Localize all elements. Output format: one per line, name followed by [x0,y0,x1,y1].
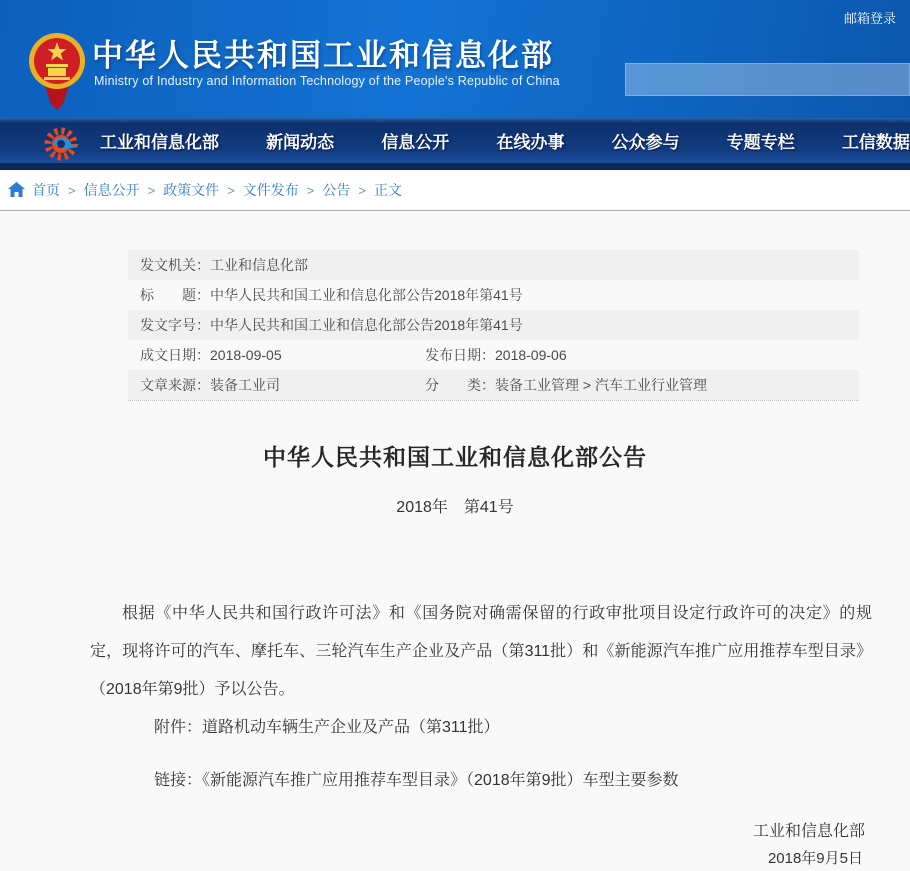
related-link[interactable]: 《新能源汽车推广应用推荐车型目录》（2018年第9批）车型主要参数 [202,772,679,789]
meta-value: 中华人民共和国工业和信息化部公告2018年第41号 [210,317,523,333]
nav-item-industry-data[interactable]: 工信数据 [841,133,910,152]
meta-value: 中华人民共和国工业和信息化部公告2018年第41号 [210,287,523,303]
meta-label: 文章来源： [140,377,210,393]
meta-label: 发文字号： [140,317,210,333]
home-icon[interactable] [8,182,25,197]
breadcrumb-announcements[interactable]: 公告 [322,182,351,198]
nav-item-special-topics[interactable]: 专题专栏 [726,133,795,152]
attachment-line [154,714,500,737]
breadcrumb-info-disclosure[interactable]: 信息公开 [83,182,140,198]
meta-cell-category [425,370,707,400]
mail-login-link[interactable]: 邮箱登录 [843,11,896,26]
breadcrumb-current-article[interactable]: 正文 [373,182,402,198]
signature-agency: 工业和信息化部 [752,823,865,840]
meta-row-document-number [128,310,859,340]
national-emblem-icon [27,28,87,110]
meta-value: 装备工业司 [210,377,280,393]
link-label: 链接： [154,772,203,789]
meta-row-title [128,280,859,310]
meta-label: 分 类： [425,377,495,393]
miit-gear-logo-icon [42,124,82,164]
article-content-area [0,211,910,871]
site-subtitle-en: Ministry of Industry and Information Technology of the People's Republic of China [94,74,560,88]
signature-date: 2018年9月5日 [767,850,863,867]
breadcrumb-separator: > [227,182,235,198]
article-title: 中华人民共和国工业和信息化部公告 [263,444,647,470]
nav-bottom-strip [0,163,910,170]
main-nav [0,118,910,170]
breadcrumb-separator: > [358,182,366,198]
nav-item-online-services[interactable]: 在线办事 [496,133,565,152]
attachment-label: 附件： [154,719,203,736]
breadcrumb-home[interactable]: 首页 [32,182,60,198]
nav-items [100,118,910,163]
meta-label: 发文机关： [140,257,210,273]
attachment-link[interactable]: 道路机动车辆生产企业及产品（第311批） [202,719,500,736]
article-body-paragraph: 根据《中华人民共和国行政许可法》和《国务院对确需保留的行政审批项目设定行政许可的决定》的规定，现将许可的汽车、摩托车、三轮汽车生产企业及产品（第311批）和《新能源汽车推广应用推荐车型目录》（2018年第9批）予以公告。 [90,605,872,698]
meta-label: 成文日期： [140,347,210,363]
breadcrumb [0,170,910,211]
meta-value: 装备工业管理 > 汽车工业行业管理 [495,377,707,393]
meta-row-issuing-agency [128,250,859,280]
breadcrumb-policy-documents[interactable]: 政策文件 [163,182,220,198]
link-line [154,767,679,790]
article-issue-number: 2018年 第41号 [396,499,514,516]
meta-value: 2018-09-05 [210,347,282,363]
site-title: 中华人民共和国工业和信息化部 [92,38,554,73]
breadcrumb-separator: > [68,182,76,198]
breadcrumb-document-release[interactable]: 文件发布 [242,182,299,198]
meta-value: 工业和信息化部 [210,257,308,273]
meta-row-dates [128,340,859,370]
meta-row-source-category [128,370,859,400]
nav-item-info-disclosure[interactable]: 信息公开 [381,133,450,152]
nav-item-miit[interactable]: 工业和信息化部 [100,133,219,152]
header-search-box[interactable] [625,63,910,96]
meta-value: 2018-09-06 [495,347,567,363]
document-meta-table [128,250,859,401]
nav-item-news[interactable]: 新闻动态 [266,133,335,152]
meta-label: 发布日期： [425,347,495,363]
site-header [0,0,910,118]
meta-label: 标 题： [140,287,210,303]
breadcrumb-separator: > [306,182,315,198]
nav-item-public-participation[interactable]: 公众参与 [611,133,680,152]
breadcrumb-separator: > [147,182,156,198]
meta-cell-publish-date [425,340,567,370]
